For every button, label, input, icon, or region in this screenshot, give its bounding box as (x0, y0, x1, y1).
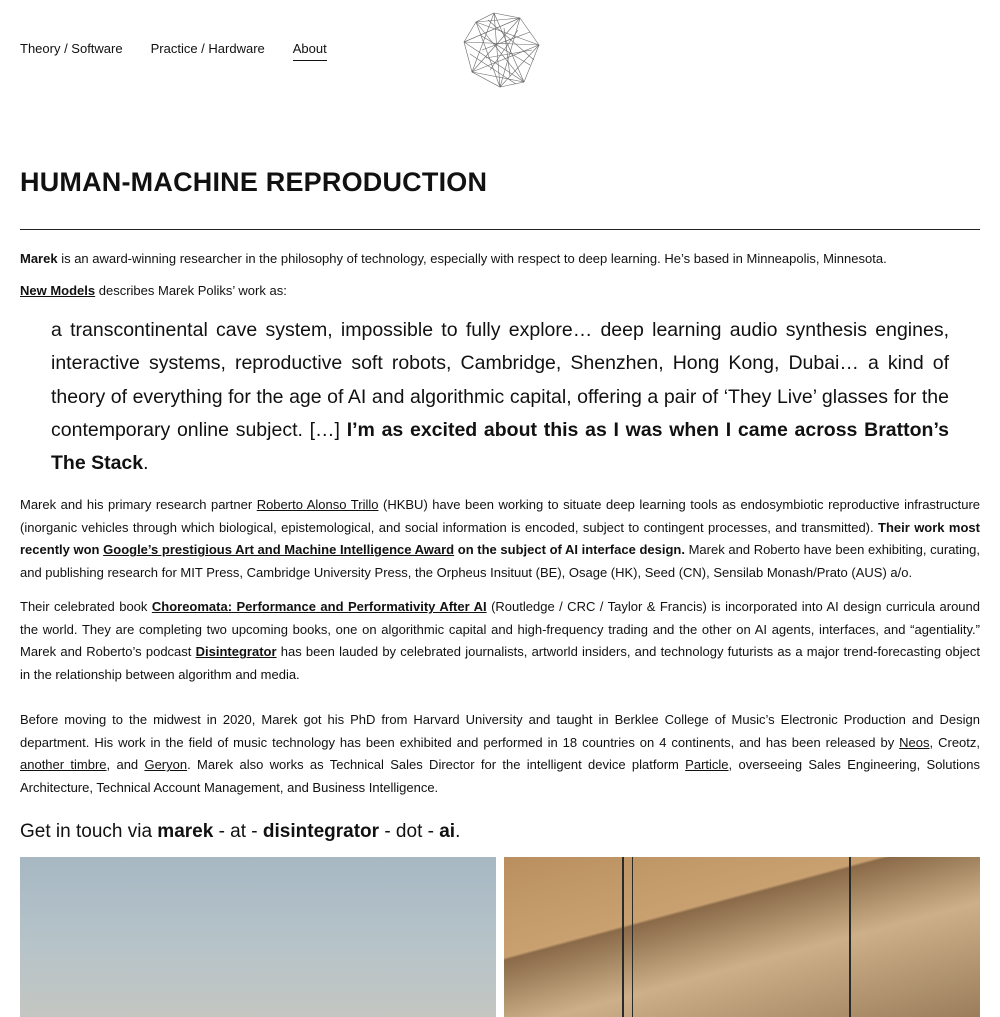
hanging-cable (632, 857, 633, 1017)
roberto-link[interactable]: Roberto Alonso Trillo (256, 497, 379, 513)
contact-domain: disintegrator (262, 821, 380, 843)
new-models-link[interactable]: New Models (20, 282, 96, 298)
bio-text-3: , and (106, 757, 145, 773)
bio-paragraph (20, 709, 980, 799)
quote-block (51, 314, 949, 480)
nav-practice-hardware[interactable]: Practice / Hardware (150, 41, 265, 56)
particle-link[interactable]: Particle (685, 757, 729, 773)
wireframe-polyhedron-icon[interactable] (460, 10, 542, 90)
another-timbre-link[interactable]: another timbre (20, 757, 107, 773)
research-text-2: (HKBU) have been working to situate deep learning tools as endosymbiotic reproductive infrastructure (inorganic vehicles through which biological, epistemological, and social information is encoded, subject to contingent processes, and transmitted). (20, 497, 980, 535)
contact-dot: - dot - (379, 821, 440, 843)
book-text-2: (Routledge / CRC / Taylor & Francis) is incorporated into AI design curricula around the world. They are completing two upcoming books, one on algorithmic capital and high-frequency trading and the other on AI agents, interfaces, and “agentiality.” Marek and Roberto’s podcast (20, 599, 980, 660)
bio-text-1: Before moving to the midwest in 2020, Marek got his PhD from Harvard University and taught in Berklee College of Music’s Electronic Production and Design department. His work in the field of music technology has been exhibited and performed in 18 countries on 4 continents, and has been released by (20, 712, 980, 750)
hanging-cable (622, 857, 624, 1017)
nav-about[interactable]: About (293, 41, 327, 61)
contact-tld: ai (439, 821, 456, 843)
award-bold-2: on the subject of AI interface design. (454, 542, 685, 558)
bio-text-4: . Marek also works as Technical Sales Director for the intelligent device platform (187, 757, 686, 773)
wooden-ceiling-room-photo (504, 857, 980, 1017)
contact-end: . (455, 821, 461, 843)
intro-text: is an award-winning researcher in the philosophy of technology, especially with respect to deep learning. He’s based in Minneapolis, Minnesota. (57, 251, 887, 266)
about-content (20, 248, 980, 1017)
contact-at: - at - (213, 821, 263, 843)
quote-bold: I’m as excited about this as I was when I came across Bratton’s The Stack (51, 418, 949, 475)
book-text-3: has been lauded by celebrated journalists, artworld insiders, and technology futurists as a major trend-forecasting object in the relationship between algorithm and media. (20, 644, 980, 682)
quote-text: a transcontinental cave system, impossible to fully explore… deep learning audio synthesis engines, interactive systems, reproductive soft robots, Cambridge, Shenzhen, Hong Kong, Dubai… a kind of theory of everything for the age of AI and algorithmic capital, offering a pair of ‘They Live’ glasses for the contemporary online subject. […] (51, 319, 949, 441)
bio-text-2: , Creotz, (929, 734, 981, 750)
bio-text-5: , overseeing Sales Engineering, Solutions Architecture, Technical Account Management, and Business Intelligence. (20, 757, 980, 795)
source-text: describes Marek Poliks’ work as: (95, 282, 287, 298)
choreomata-link[interactable]: Choreomata: Performance and Performativity After AI (151, 599, 487, 615)
disintegrator-link[interactable]: Disintegrator (195, 644, 277, 660)
quote-end: . (143, 452, 149, 475)
google-award-link[interactable]: Google’s prestigious Art and Machine Intelligence Award (103, 542, 455, 558)
intro-paragraph (20, 248, 980, 271)
award-bold-1: Their work most recently won (20, 519, 980, 558)
hanging-cable (849, 857, 851, 1017)
photo-row (20, 857, 980, 1017)
page-title: HUMAN-MACHINE REPRODUCTION (20, 167, 488, 197)
nav-theory-software[interactable]: Theory / Software (20, 41, 123, 56)
book-paragraph (20, 596, 980, 686)
title-divider (20, 229, 980, 230)
contact-prefix: Get in touch via (20, 821, 158, 843)
top-nav (20, 41, 327, 61)
research-text-1: Marek and his primary research partner (20, 497, 257, 513)
research-paragraph (20, 494, 980, 584)
intro-name: Marek (20, 251, 58, 266)
outdoor-sky-photo (20, 857, 496, 1017)
book-text-1: Their celebrated book (20, 599, 152, 615)
contact-line (20, 821, 980, 844)
research-text-3: Marek and Roberto have been exhibiting, curating, and publishing research for MIT Press, Cambridge University Press, the Orpheus Insituut (BE), Osage (HK), Seed (CN), Sensilab Monash/Prato (AUS) a/o. (20, 542, 980, 580)
contact-user: marek (157, 821, 214, 843)
geryon-link[interactable]: Geryon (144, 757, 188, 773)
neos-link[interactable]: Neos (899, 734, 930, 750)
source-paragraph (20, 280, 980, 303)
